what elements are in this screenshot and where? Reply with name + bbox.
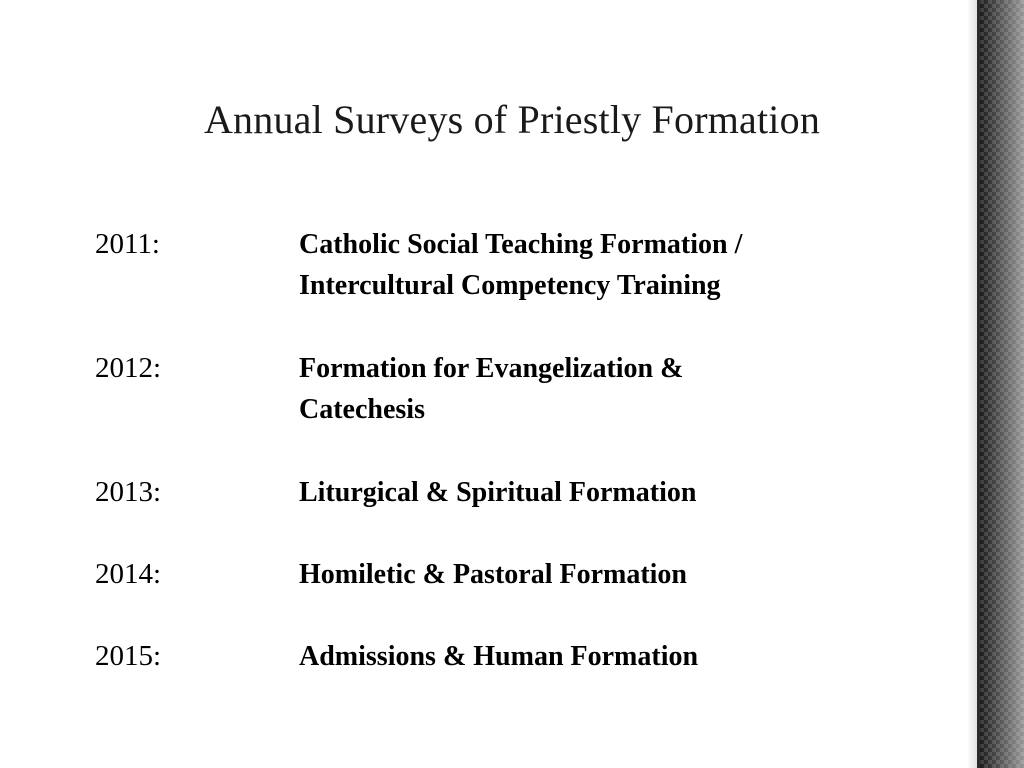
entry-topic-line: Catholic Social Teaching Formation / bbox=[299, 229, 743, 260]
entry-topic-line: Intercultural Competency Training bbox=[299, 270, 721, 301]
entry-topic-line: Formation for Evangelization & bbox=[299, 353, 684, 384]
checker-edge-fade bbox=[980, 0, 1024, 768]
entry-year: 2011: bbox=[95, 228, 160, 260]
entry-year: 2012: bbox=[95, 352, 162, 384]
entry-topic bbox=[299, 472, 919, 513]
entry-topic-line: Admissions & Human Formation bbox=[299, 641, 699, 672]
slide-title: Annual Surveys of Priestly Formation bbox=[203, 97, 821, 142]
entry-year: 2013: bbox=[95, 476, 162, 508]
entry-topic-line: Homiletic & Pastoral Formation bbox=[299, 559, 688, 590]
entry-topic bbox=[299, 224, 919, 306]
entry-topic bbox=[299, 554, 919, 595]
entry-topic-line: Liturgical & Spiritual Formation bbox=[299, 477, 697, 508]
entry-topic bbox=[299, 348, 919, 430]
entry-topic bbox=[299, 636, 919, 677]
entry-year: 2014: bbox=[95, 558, 162, 590]
entry-topic-line: Catechesis bbox=[299, 394, 425, 425]
entry-year: 2015: bbox=[95, 640, 162, 672]
edge-shadow bbox=[967, 0, 977, 768]
